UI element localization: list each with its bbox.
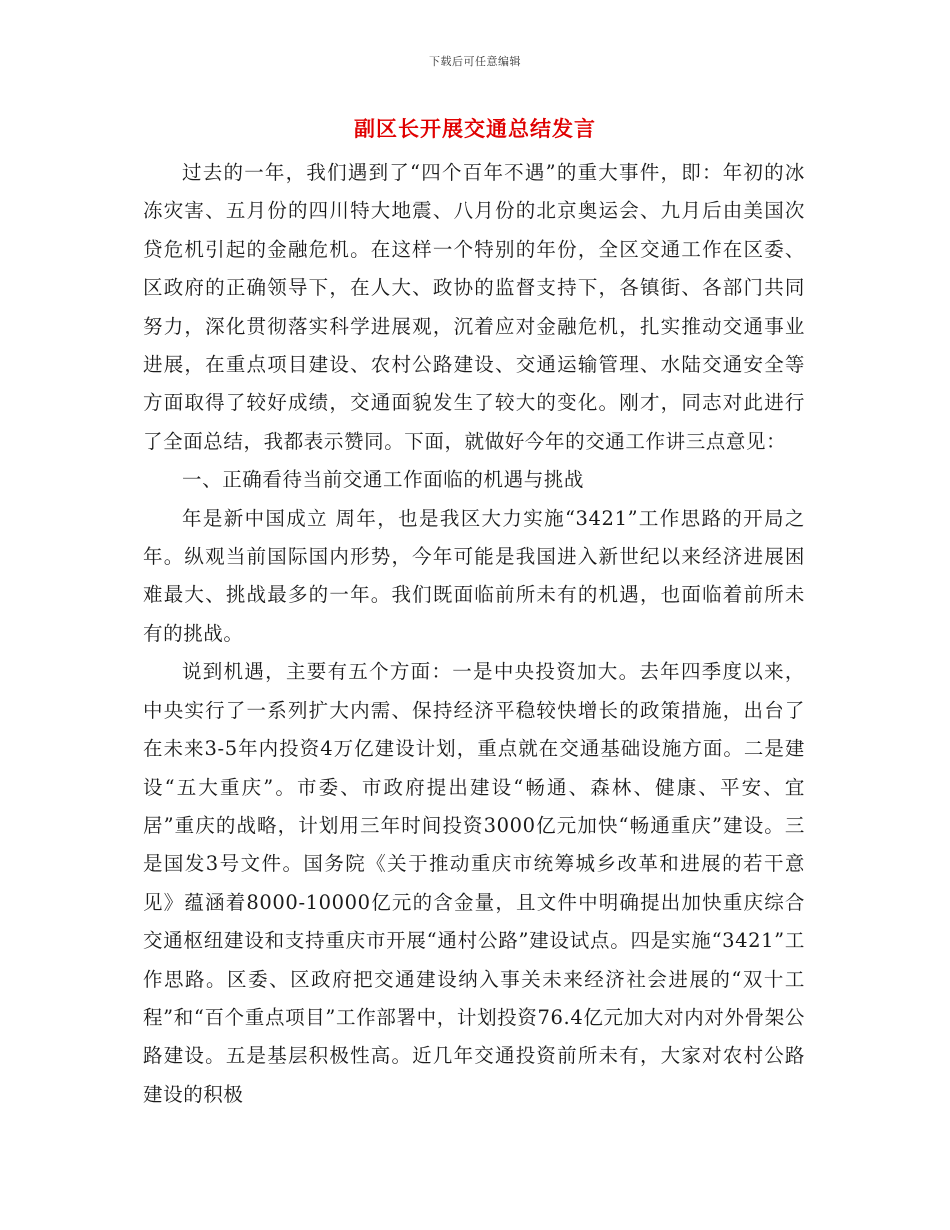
paragraph-intro: 过去的一年，我们遇到了“四个百年不遇”的重大事件，即：年初的冰冻灾害、五月份的四川特大地震、八月份的北京奥运会、九月后由美国次贷危机引起的金融危机。在这样一个特别的年份，全区交通工作在区委、区政府的正确领导下，在人大、政协的监督支持下，各镇街、各部门共同努力，深化贯彻落实科学进展观，沉着应对金融危机，扎实推动交通事业进展，在重点项目建设、农村公路建设、交通运输管理、水陆交通安全等方面取得了较好成绩，交通面貌发生了较大的变化。刚才，同志对此进行了全面总结，我都表示赞同。下面，就做好今年的交通工作讲三点意见：: [143, 161, 805, 453]
paragraph-opportunities: 说到机遇，主要有五个方面：一是中央投资加大。去年四季度以来，中央实行了一系列扩大内需、保持经济平稳较快增长的政策措施，出台了在未来3-5年内投资4万亿建设计划，重点就在交通基础设施方面。二是建设“五大重庆”。市委、市政府提出建设“畅通、森林、健康、平安、宜居”重庆的战略，计划用三年时间投资3000亿元加快“畅通重庆”建设。三是国发3号文件。国务院《关于推动重庆市统筹城乡改革和进展的若干意见》蕴涵着8000-10000亿元的含金量，且文件中明确提出加快重庆综合交通枢纽建设和支持重庆市开展“通村公路”建设试点。四是实施“3421”工作思路。区委、区政府把交通建设纳入事关未来经济社会进展的“双十工程”和“百个重点项目”工作部署中，计划投资76.4亿元加大对内对外骨架公路建设。五是基层积极性高。近几年交通投资前所未有，大家对农村公路建设的积极: [143, 660, 805, 1106]
header-note: 下载后可任意编辑: [429, 55, 521, 68]
paragraph-heading-1: 一、正确看待当前交通工作面临的机遇与挑战: [182, 468, 585, 492]
document-title: 副区长开展交通总结发言: [354, 116, 596, 141]
document-body: [143, 154, 805, 1114]
paragraph-year-overview: 年是新中国成立 周年，也是我区大力实施“3421”工作思路的开局之年。纵观当前国际国内形势，今年可能是我国进入新世纪以来经济进展困难最大、挑战最多的一年。我们既面临前所未有的机遇，也面临着前所未有的挑战。: [143, 506, 806, 645]
